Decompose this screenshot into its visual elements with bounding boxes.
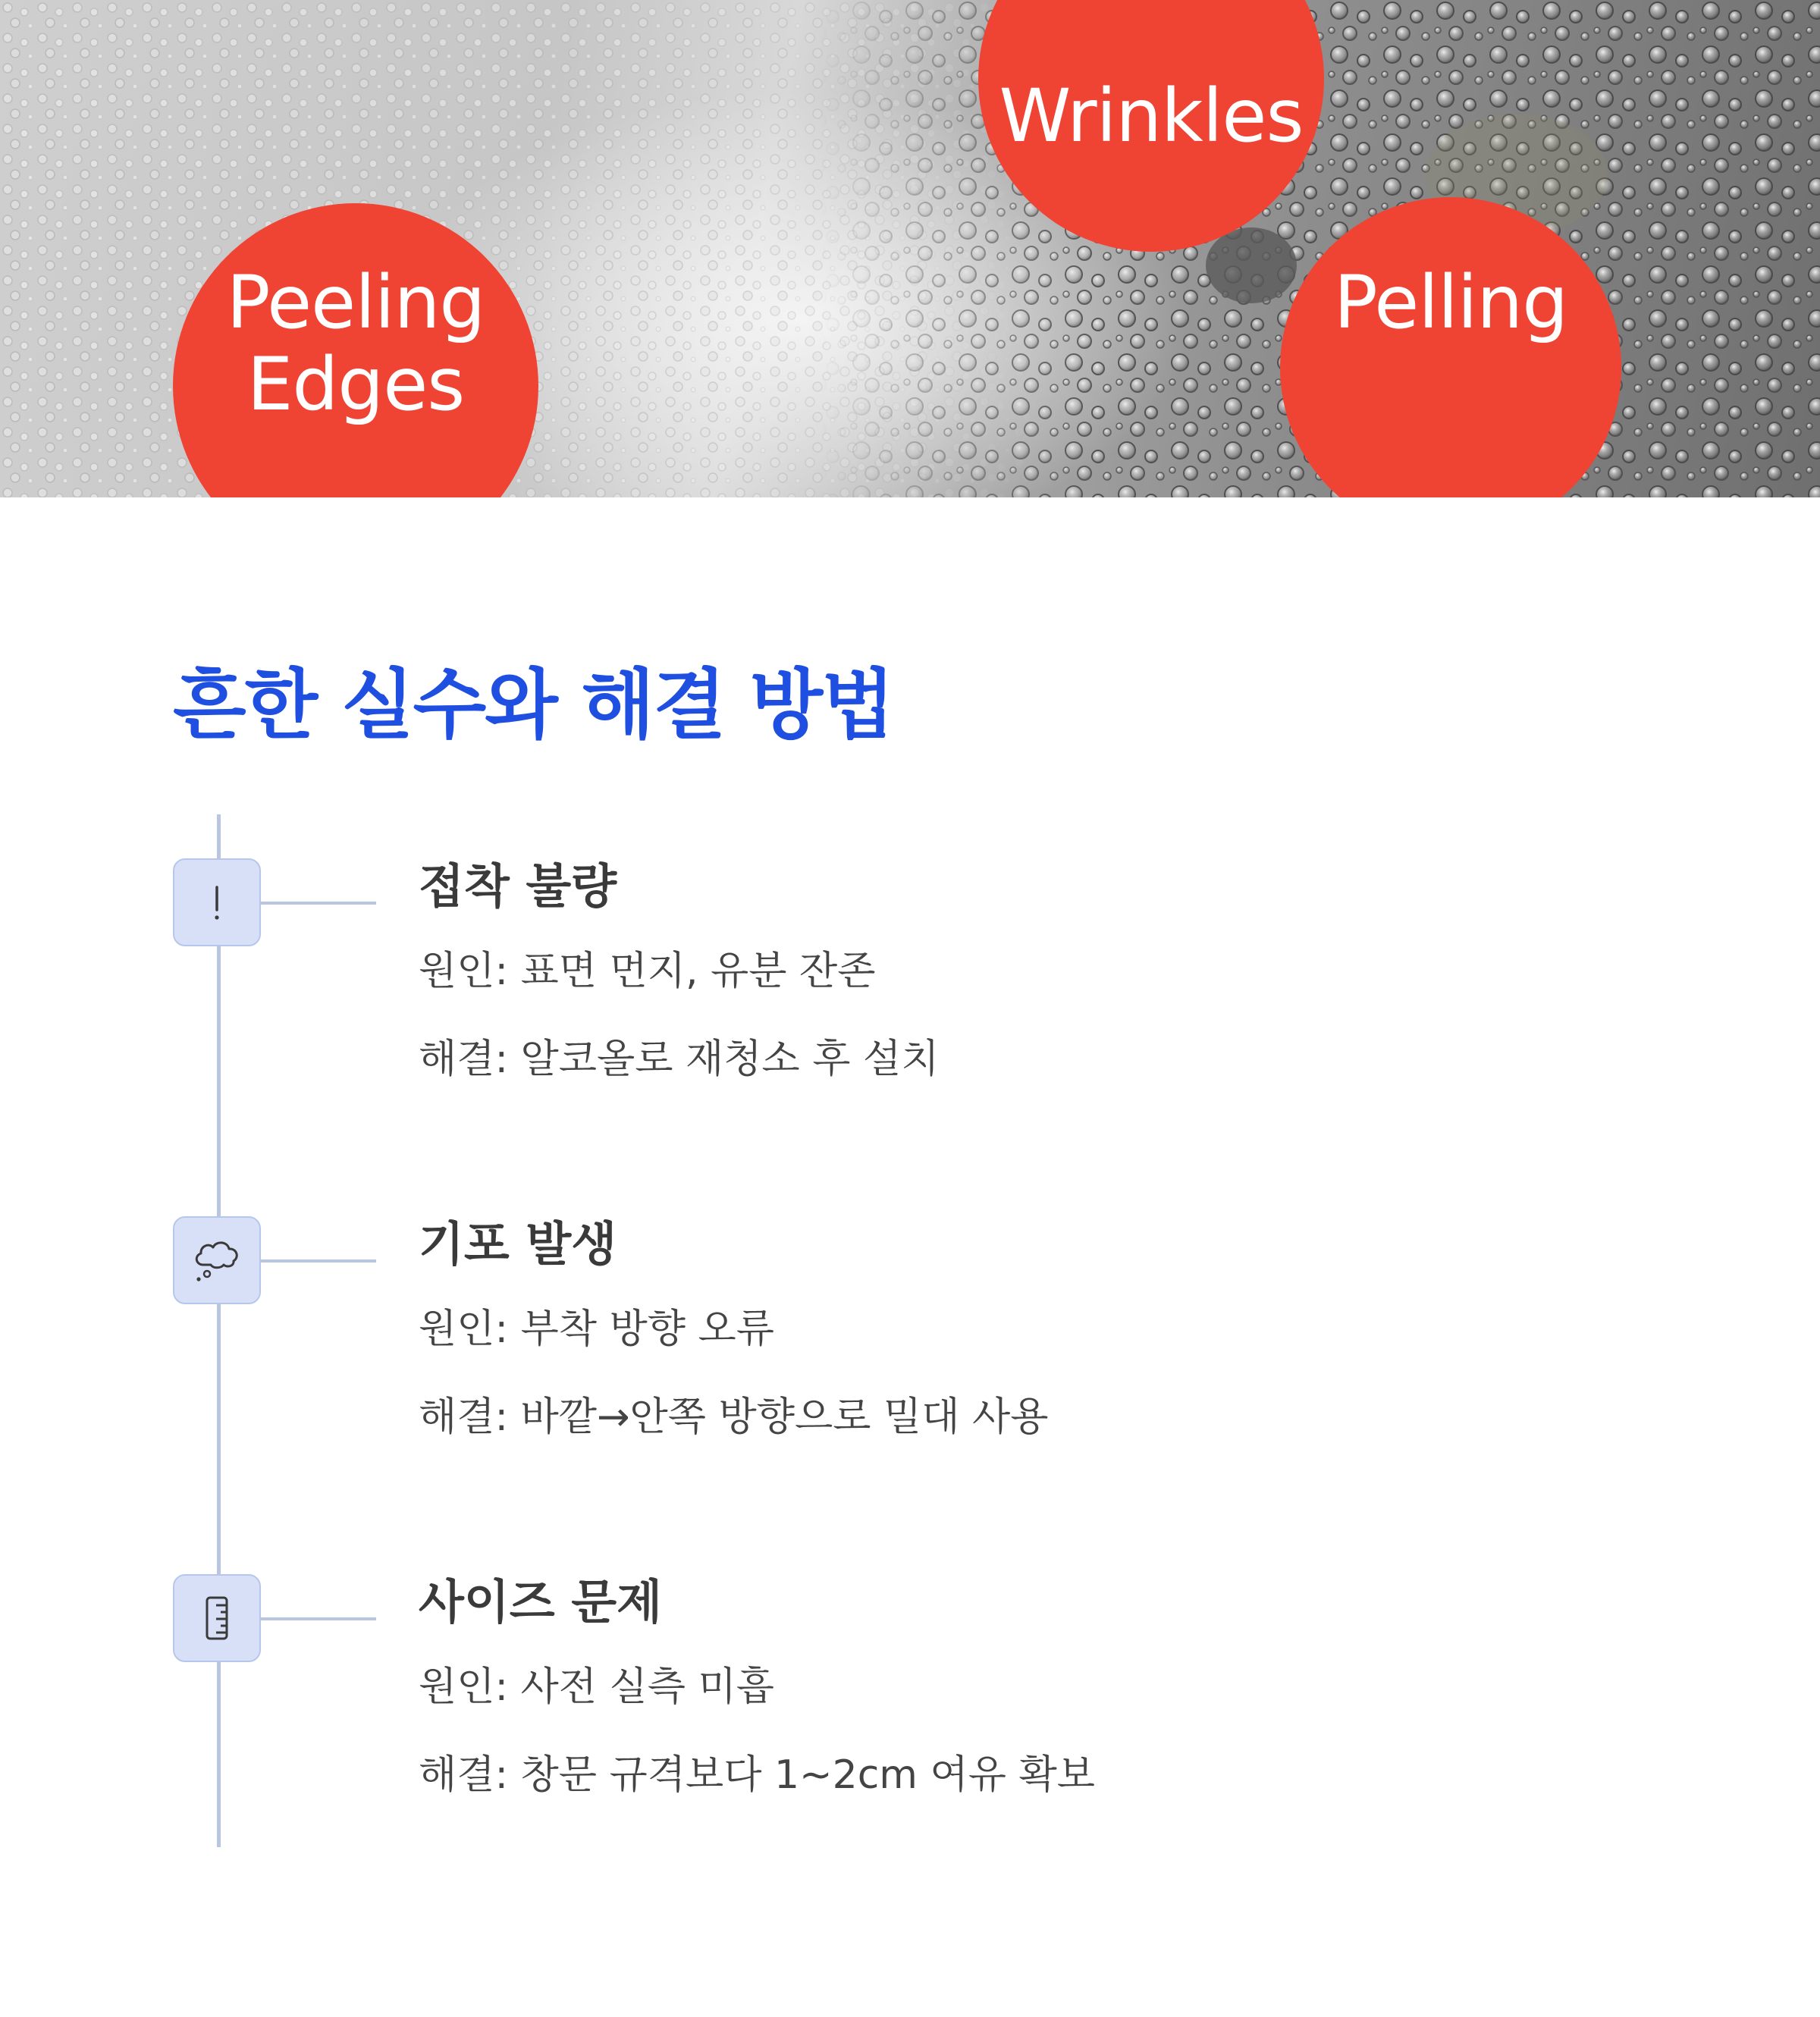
item-solution: 해결: 바깥→안쪽 방향으로 밀대 사용: [419, 1394, 1049, 1440]
timeline-connector: [261, 902, 376, 905]
item-title: 접착 불량: [419, 858, 617, 914]
item-solution: 해결: 알코올로 재청소 후 설치: [419, 1037, 940, 1082]
timeline-connector: [261, 1617, 376, 1620]
item-solution: 해결: 창문 규격보다 1~2cm 여유 확보: [419, 1752, 1095, 1798]
item-cause: 원인: 부착 방향 오류: [419, 1307, 774, 1352]
hero-image: [0, 0, 1820, 497]
ruler-icon: [173, 1574, 261, 1662]
item-cause: 원인: 표면 먼지, 유분 잔존: [419, 949, 876, 994]
item-cause: 원인: 사전 실측 미흡: [419, 1664, 774, 1710]
pelling-label: Pelling: [1333, 260, 1568, 346]
timeline-line: [217, 814, 221, 1847]
cloud-bubble-icon: [173, 1216, 261, 1304]
section-title: 흔한 실수와 해결 방법: [173, 660, 893, 749]
peeling-edges-label: Peeling Edges: [226, 260, 485, 427]
exclamation-icon: [173, 858, 261, 946]
wrinkles-label: Wrinkles: [999, 74, 1304, 159]
item-title: 사이즈 문제: [419, 1574, 663, 1630]
timeline-connector: [261, 1259, 376, 1263]
item-title: 기포 발생: [419, 1216, 617, 1272]
